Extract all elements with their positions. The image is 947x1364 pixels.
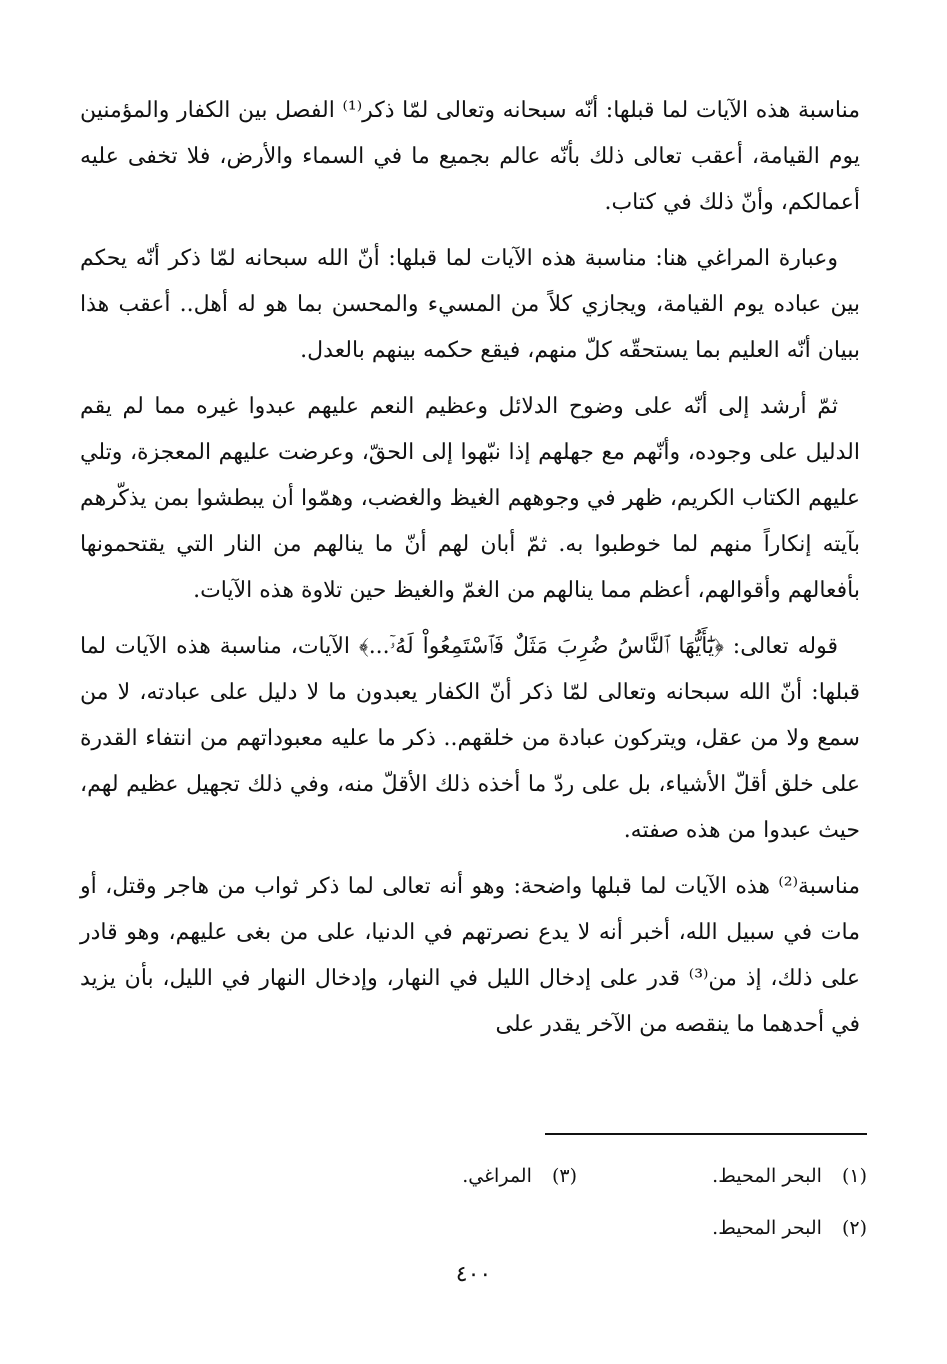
footnote-row-2	[87, 1202, 867, 1254]
footnote-text: المراغي.	[462, 1165, 532, 1187]
paragraph-3: ثمّ أرشد إلى أنّه على وضوح الدلائل وعظيم النعم عليهم عبدوا غيره مما لم يقم الدليل على وجوده، وأنّهم مع جهلهم إذا نبّهوا إلى الحقّ، وعرضت عليهم المعجزة، وتلي عليهم الكتاب الكريم، ظهر في وجوههم الغيظ والغضب، وهمّوا أن يبطشوا بمن يذكّرهم بآيته إنكاراً منهم لما خوطبوا به. ثمّ أبان لهم أنّ ما ينالهم من النار التي يقتحمونها بأفعالهم وأقوالهم، أعظم مما ينالهم من الغمّ والغيظ حين تلاوة هذه الآيات.	[80, 394, 860, 603]
page-number: ٤٠٠	[455, 1262, 492, 1287]
footnote-number: (١)	[841, 1165, 867, 1187]
paragraph-5: مناسبة⁽²⁾ هذه الآيات لما قبلها واضحة: وهو أنه تعالى لما ذكر ثواب من هاجر وقتل، أو مات في سبيل الله، أخبر أنه لا يدع نصرتهم في الدنيا، على من بغى عليهم، وهو قادر على ذلك، إذ من⁽³⁾ قدر على إدخال الليل في النهار، وإدخال النهار في الليل، بأن يزيد في أحدهما ما ينقصه من الآخر يقدر على	[80, 874, 861, 1037]
footnote-number: (٣)	[551, 1165, 577, 1187]
footnotes	[87, 1150, 867, 1254]
paragraph-1: مناسبة هذه الآيات لما قبلها: أنّه سبحانه وتعالى لمّا ذكر⁽¹⁾ الفصل بين الكفار والمؤمنين يوم القيامة، أعقب تعالى ذلك بأنّه عالم بجميع ما في السماء والأرض، فلا تخفى عليه أعمالكم، وأنّ ذلك في كتاب.	[80, 98, 861, 215]
footnote-3	[287, 1161, 577, 1191]
footnote-number: (٢)	[841, 1217, 867, 1239]
footnote-1	[577, 1161, 867, 1191]
footnote-divider	[545, 1133, 867, 1135]
paragraph-2: وعبارة المراغي هنا: مناسبة هذه الآيات لما قبلها: أنّ الله سبحانه لمّا ذكر أنّه يحكم بين عباده يوم القيامة، ويجازي كلاً من المسيء والمحسن بما هو له أهل.. أعقب هذا ببيان أنّه العليم بما يستحقّه كلّ منهم، فيقع حكمه بينهم بالعدل.	[80, 246, 860, 363]
footnote-text: البحر المحيط.	[712, 1217, 822, 1239]
footnote-row-1	[87, 1150, 867, 1202]
paragraph-4: قوله تعالى: ﴿يَٰٓأَيُّهَا ٱلنَّاسُ ضُرِبَ مَثَلٌ فَٱسْتَمِعُواْ لَهُۥٓ...﴾ الآيات، مناسبة هذه الآيات لما قبلها: أنّ الله سبحانه وتعالى لمّا ذكر أنّ الكفار يعبدون ما لا دليل على عبادته، لا من سمع ولا من عقل، ويتركون عبادة من خلقهم.. ذكر ما عليه معبوداتهم من انتفاء القدرة على خلق أقلّ الأشياء، بل على ردّ ما أخذه ذلك الأقلّ منه، وفي ذلك تجهيل عظيم لهم، حيث عبدوا من هذه صفته.	[80, 634, 860, 843]
footnote-text: البحر المحيط.	[712, 1165, 822, 1187]
page-body	[80, 88, 860, 1288]
footnote-2	[577, 1213, 867, 1243]
